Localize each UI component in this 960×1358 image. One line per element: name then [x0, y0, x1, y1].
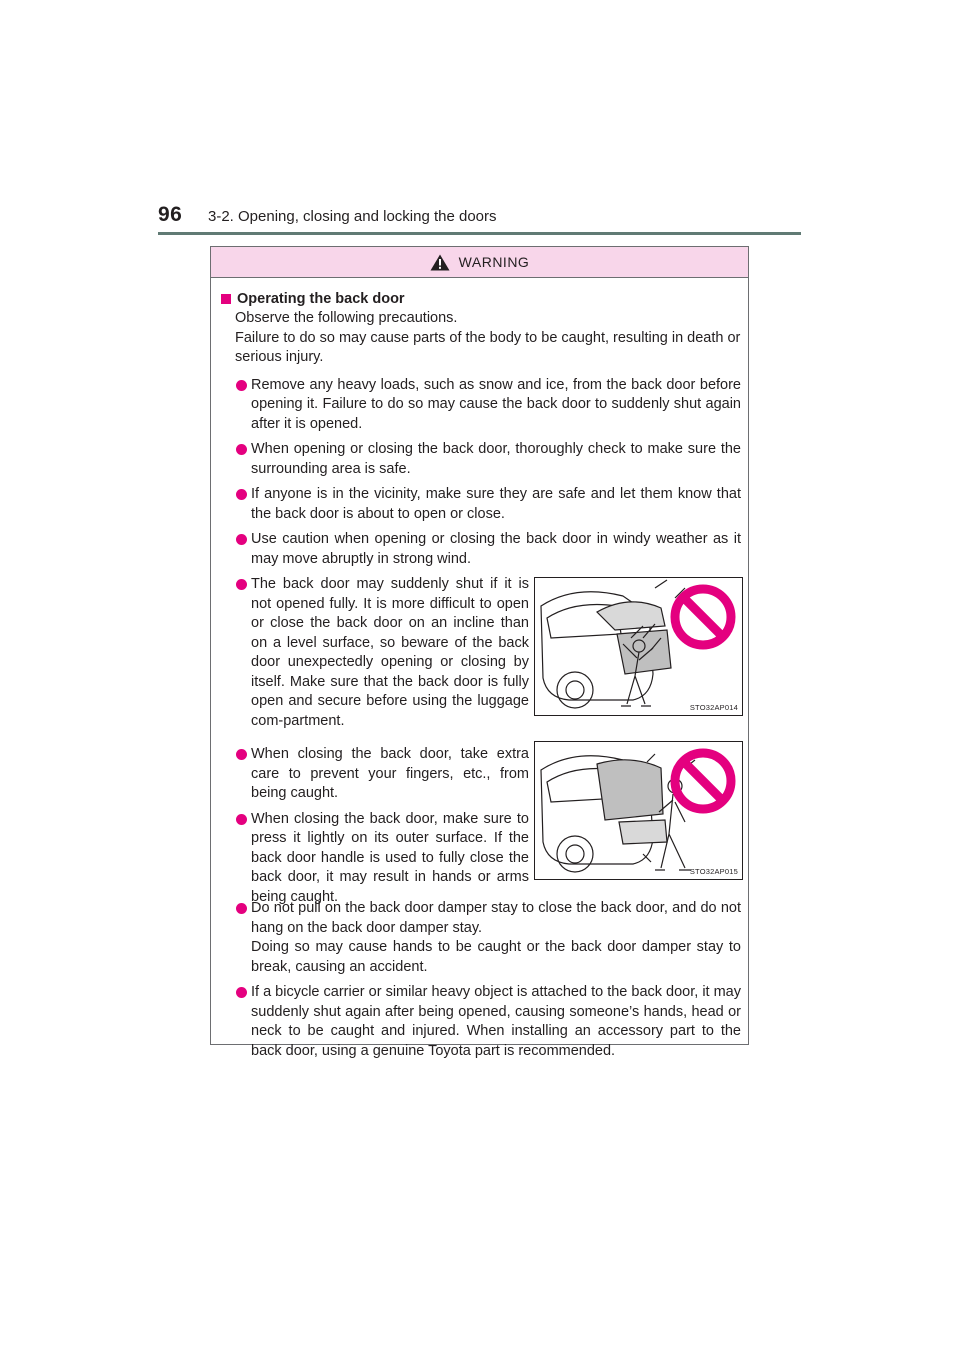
square-bullet-icon [221, 294, 231, 304]
warning-label: WARNING [458, 254, 530, 270]
page-number: 96 [158, 203, 183, 226]
intro-line: Observe the following precautions. [235, 310, 458, 326]
bullet-text: Remove any heavy loads, such as snow and ice, from the back door before opening it. Failure to do so may cause the back door to suddenly shut again after it is opened. [251, 376, 741, 432]
figure-row-1 [221, 575, 741, 739]
bullet-dot-icon [236, 444, 247, 455]
bullet-dot-icon [236, 534, 247, 545]
bullet-item [221, 983, 741, 1061]
illustration-closing-back-door [534, 741, 743, 880]
header-rule [158, 232, 801, 235]
bullet-item [221, 899, 741, 977]
bullet-dot-icon [236, 903, 247, 914]
warning-header [211, 247, 748, 278]
bullet-dot-icon [236, 749, 247, 760]
prohibition-icon [668, 746, 738, 816]
illustration-open-back-door [534, 577, 743, 716]
intro-text [235, 309, 741, 368]
bullet-text: If a bicycle carrier or similar heavy object is attached to the back door, it may suddenly shut again after being opened, causing someone’s hands, head or neck to be caught and injured. When installing an accessory part to the back door, using a genuine Toyota part is recommended. [251, 984, 741, 1059]
bullet-text: Use caution when opening or closing the back door in windy weather as it may move abruptly in strong wind. [251, 531, 741, 567]
bullet-text: If anyone is in the vicinity, make sure they are safe and let them know that the back door is about to open or close. [251, 486, 741, 522]
heading-text: Operating the back door [237, 291, 405, 307]
bullet-item [221, 376, 741, 435]
bullet-item [221, 485, 741, 524]
bullet-dot-icon [236, 380, 247, 391]
bullet-item [221, 745, 529, 804]
warning-box [210, 246, 749, 1059]
bullet-item [221, 530, 741, 569]
intro-line: Failure to do so may cause parts of the body to be caught, resulting in death or serious injury. [235, 329, 741, 365]
bullet-item [221, 810, 529, 908]
figure-code: STO32AP015 [689, 867, 738, 876]
figure-row-2 [221, 745, 741, 905]
bullet-text: When opening or closing the back door, thoroughly check to make sure the surrounding area is safe. [251, 441, 741, 477]
bullet-dot-icon [236, 579, 247, 590]
bullet-item [221, 440, 741, 479]
bullet-text: Doing so may cause hands to be caught or the back door damper stay to break, causing an accident. [251, 939, 741, 975]
section-heading [221, 290, 741, 309]
bullet-dot-icon [236, 987, 247, 998]
warning-triangle-icon [430, 254, 450, 271]
prohibition-icon [668, 582, 738, 652]
bullet-text: When closing the back door, make sure to press it lightly on its outer surface. If the back door handle is used to fully close the back door, it may result in hands or arms being caught. [251, 810, 529, 905]
bullet-dot-icon [236, 489, 247, 500]
bullet-text: Do not pull on the back door damper stay to close the back door, and do not hang on the back door damper stay. [251, 900, 741, 936]
bullet-item [221, 575, 529, 731]
bullet-text: When closing the back door, take extra care to prevent your fingers, etc., from being caught. [251, 746, 529, 801]
bullet-dot-icon [236, 814, 247, 825]
bullet-text: The back door may suddenly shut if it is not opened fully. It is more difficult to open or close the back door on an incline than on a level surface, so beware of the back door unexpectedly opening or closing by itself. Make sure that the back door is fully open and secure before using the luggage com-partment. [251, 576, 529, 729]
figure-code: STO32AP014 [689, 703, 738, 712]
section-title: 3-2. Opening, closing and locking the doors [208, 208, 497, 225]
